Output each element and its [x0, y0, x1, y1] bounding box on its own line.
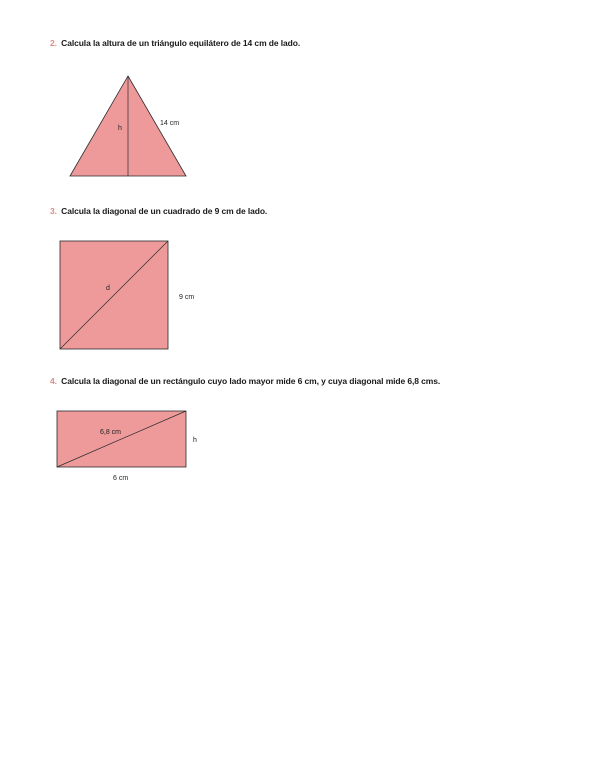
- rectangle-diagonal-label: 6,8 cm: [100, 429, 122, 436]
- triangle-figure: [60, 68, 200, 183]
- question-2-text: Calcula la altura de un triángulo equilátero de 14 cm de lado.: [61, 38, 301, 48]
- question-2-number: 2.: [50, 38, 57, 48]
- rectangle-height-label: h: [193, 437, 197, 444]
- square-side-label: 9 cm: [179, 294, 195, 301]
- triangle-height-label: h: [118, 125, 122, 132]
- rectangle-base-label: 6 cm: [113, 475, 129, 482]
- question-4: [50, 376, 440, 386]
- triangle-side-label: 14 cm: [160, 120, 180, 127]
- question-3-number: 3.: [50, 206, 57, 216]
- question-3: [50, 206, 267, 216]
- question-2: [50, 38, 300, 48]
- rectangle-figure: [52, 406, 222, 486]
- square-diagonal-label: d: [106, 285, 110, 292]
- square-figure: [55, 236, 215, 356]
- question-4-text: Calcula la diagonal de un rectángulo cuyo lado mayor mide 6 cm, y cuya diagonal mide 6,8 cms.: [61, 376, 441, 386]
- question-3-text: Calcula la diagonal de un cuadrado de 9 cm de lado.: [61, 206, 268, 216]
- question-4-number: 4.: [50, 376, 57, 386]
